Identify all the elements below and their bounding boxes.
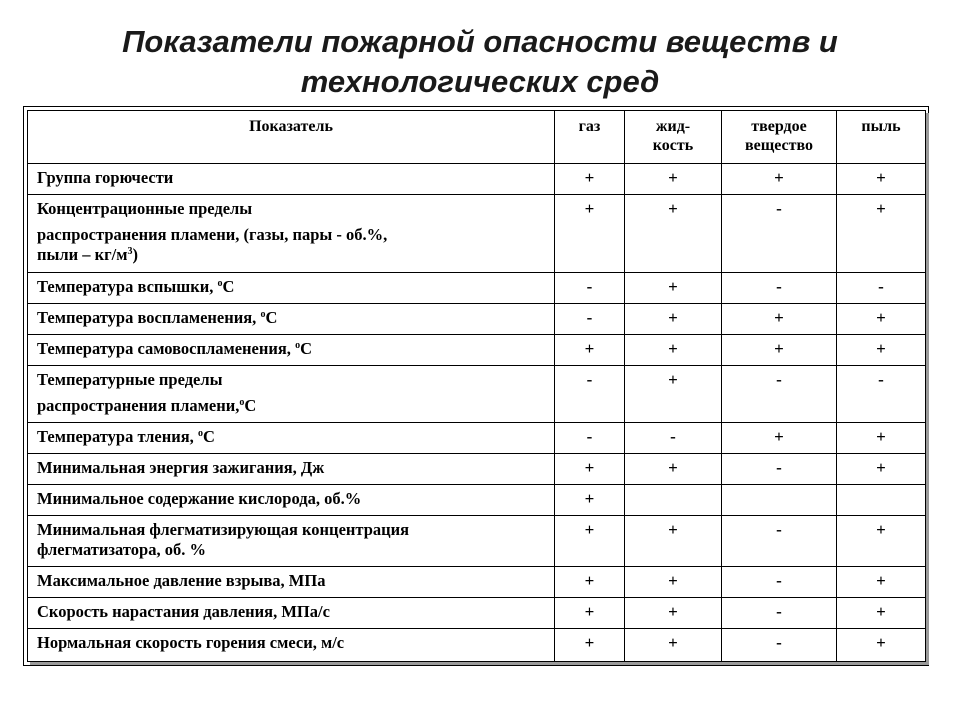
header-solid-line2: вещество (744, 137, 814, 154)
header-liquid (625, 111, 722, 164)
title-line-2: технологических сред (300, 64, 660, 99)
table-row (28, 366, 926, 423)
label-text: Температурные пределы (37, 370, 223, 389)
cell-dust: + (837, 195, 926, 273)
label-text: Минимальная флегматизирующая концентрация (37, 520, 410, 539)
cell-liquid: + (625, 335, 722, 366)
cell-solid (722, 485, 837, 516)
label-text: Скорость нарастания давления, МПа/с (37, 602, 330, 621)
fire-hazard-table (27, 110, 926, 662)
cell-solid: - (722, 273, 837, 304)
cell-solid: + (722, 335, 837, 366)
table-row (28, 195, 926, 273)
cell-liquid: + (625, 164, 722, 195)
header-gas: газ (555, 111, 625, 164)
cell-gas: + (555, 629, 625, 662)
cell-liquid: + (625, 454, 722, 485)
row-label (28, 273, 555, 304)
label-text: С (222, 277, 235, 296)
table-row (28, 516, 926, 567)
label-superscript: o (260, 309, 266, 320)
label-text: Минимальная энергия зажигания, Дж (37, 458, 325, 477)
table-row (28, 567, 926, 598)
table-row (28, 273, 926, 304)
row-label (28, 335, 555, 366)
table-row (28, 485, 926, 516)
header-indicator: Показатель (28, 111, 555, 164)
table-row (28, 164, 926, 195)
label-text: Максимальное давление взрыва, МПа (37, 571, 326, 590)
cell-liquid: + (625, 629, 722, 662)
cell-dust: + (837, 335, 926, 366)
cell-gas: + (555, 164, 625, 195)
cell-liquid: + (625, 567, 722, 598)
cell-gas: - (555, 423, 625, 454)
cell-gas: - (555, 273, 625, 304)
cell-dust: + (837, 164, 926, 195)
cell-solid: - (722, 454, 837, 485)
cell-gas: - (555, 366, 625, 423)
page-title (40, 22, 920, 102)
cell-gas: + (555, 598, 625, 629)
cell-dust: - (837, 366, 926, 423)
label-text: распространения пламени, (газы, пары - об.%, (37, 225, 388, 244)
row-label (28, 629, 555, 662)
cell-solid: + (722, 164, 837, 195)
row-label (28, 516, 555, 567)
label-text: распространения пламени, (37, 396, 240, 415)
label-superscript: o (295, 340, 301, 351)
cell-solid: + (722, 304, 837, 335)
row-label (28, 598, 555, 629)
cell-gas: + (555, 454, 625, 485)
cell-solid: - (722, 598, 837, 629)
row-label (28, 454, 555, 485)
table-row (28, 629, 926, 662)
cell-solid: - (722, 629, 837, 662)
header-solid (722, 111, 837, 164)
label-text: Температура самовоспламенения, (37, 339, 296, 358)
cell-liquid: + (625, 195, 722, 273)
cell-gas: + (555, 485, 625, 516)
row-label (28, 423, 555, 454)
cell-liquid: - (625, 423, 722, 454)
cell-solid: - (722, 516, 837, 567)
table-row (28, 598, 926, 629)
cell-liquid: + (625, 304, 722, 335)
label-text: флегматизатора, об. % (37, 540, 206, 559)
cell-solid: - (722, 366, 837, 423)
label-text: Группа горючести (37, 168, 174, 187)
label-text: Нормальная скорость горения смеси, м/с (37, 633, 345, 652)
row-label (28, 366, 555, 423)
label-text: С (300, 339, 312, 358)
cell-gas: + (555, 516, 625, 567)
label-superscript: o (239, 397, 245, 408)
table-row (28, 423, 926, 454)
label-text: Концентрационные пределы (37, 199, 253, 218)
cell-liquid: + (625, 516, 722, 567)
label-text: ) (132, 245, 138, 264)
row-label (28, 485, 555, 516)
cell-gas: + (555, 335, 625, 366)
cell-gas: + (555, 195, 625, 273)
row-label (28, 567, 555, 598)
cell-dust (837, 485, 926, 516)
label-text: Минимальное содержание кислорода, об.% (37, 489, 362, 508)
header-solid-line1: твердое (751, 118, 807, 135)
cell-gas: + (555, 567, 625, 598)
cell-liquid: + (625, 598, 722, 629)
cell-dust: + (837, 567, 926, 598)
cell-dust: + (837, 598, 926, 629)
label-text: С (265, 308, 278, 327)
cell-liquid: + (625, 273, 722, 304)
cell-dust: + (837, 423, 926, 454)
label-superscript: o (217, 278, 223, 289)
row-label (28, 164, 555, 195)
label-superscript: o (197, 428, 203, 439)
header-liquid-line2: кость (652, 137, 694, 154)
header-dust: пыль (837, 111, 926, 164)
cell-dust: + (837, 629, 926, 662)
row-label (28, 304, 555, 335)
cell-liquid: + (625, 366, 722, 423)
cell-solid: - (722, 195, 837, 273)
table-row (28, 304, 926, 335)
cell-solid: + (722, 423, 837, 454)
cell-dust: - (837, 273, 926, 304)
table-row (28, 454, 926, 485)
table-row (28, 335, 926, 366)
label-text: пыли – кг/м (37, 245, 128, 264)
cell-gas: - (555, 304, 625, 335)
cell-dust: + (837, 304, 926, 335)
label-superscript: 3 (127, 246, 133, 257)
title-line-1: Показатели пожарной опасности веществ и (122, 24, 838, 59)
label-text: Температура вспышки, (37, 277, 218, 296)
cell-solid: - (722, 567, 837, 598)
label-text: Температура воспламенения, (37, 308, 261, 327)
row-label (28, 195, 555, 273)
cell-dust: + (837, 454, 926, 485)
label-text: С (244, 396, 257, 415)
label-text: С (202, 427, 215, 446)
header-liquid-line1: жид- (655, 118, 691, 135)
label-text: Температура тления, (37, 427, 198, 446)
cell-liquid (625, 485, 722, 516)
cell-dust: + (837, 516, 926, 567)
table-header-row (28, 111, 926, 164)
